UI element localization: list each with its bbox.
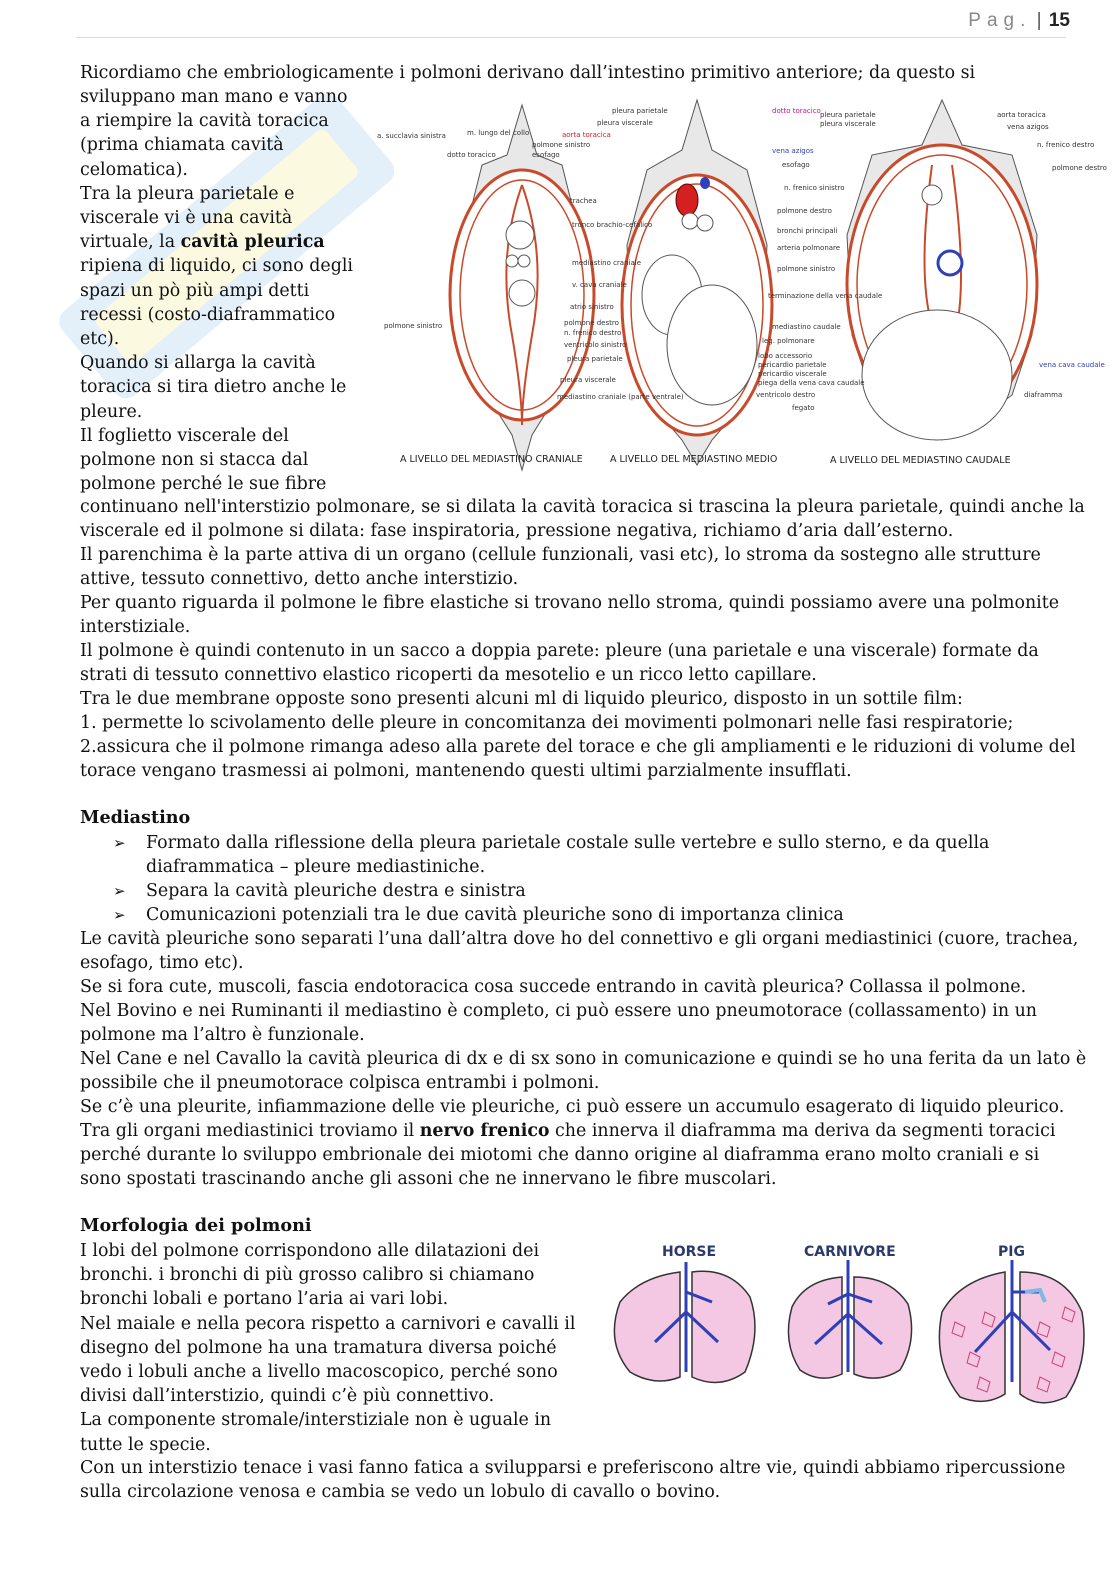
intro-wrap-line: etc).: [80, 329, 120, 350]
body-line: torace vengano trasmessi ai polmoni, mantenendo questi ultimi parzialmente insufflati.: [80, 761, 852, 781]
fig-label: n. frenico sinistro: [784, 184, 845, 192]
fig-label: polmone sinistro: [777, 265, 836, 273]
fig-label: piega della vena cava caudale: [758, 379, 865, 387]
fig-label: trachea: [570, 197, 597, 205]
bullet-text: diaframmatica – pleure mediastiniche.: [146, 857, 486, 877]
body-line: interstiziale.: [80, 617, 191, 637]
morfologia-line: divisi dall’interstizio, quindi c’è più connettivo.: [80, 1386, 495, 1407]
fig-label: esofago: [532, 151, 560, 159]
body-line: esofago, timo etc).: [80, 953, 244, 973]
body-line: 1. permette lo scivolamento delle pleure in concomitanza dei movimenti polmonari nelle fasi respiratorie;: [80, 713, 1014, 733]
fig-label: polmone destro: [564, 319, 619, 327]
intro-wrap-line: sviluppano man mano e vanno: [80, 87, 348, 107]
body-line: sulla circolazione venosa e cambia se vedo un lobulo di cavallo o bovino.: [80, 1482, 721, 1502]
section-cranial: [377, 105, 594, 470]
intro-wrap-line: Tra la pleura parietale e: [80, 183, 295, 204]
fig-caption: A LIVELLO DEL MEDIASTINO CAUDALE: [830, 455, 1011, 466]
intro-wrap-line: Il foglietto viscerale del: [80, 425, 289, 446]
fig-caption: A LIVELLO DEL MEDIASTINO CRANIALE: [400, 454, 583, 465]
morfologia-line: disegno del polmone ha una tramatura diversa poiché: [80, 1337, 557, 1358]
body-line: Per quanto riguarda il polmone le fibre elastiche si trovano nello stroma, quindi possiamo avere una polmonite: [80, 593, 1060, 613]
fig-label: n. frenico destro: [564, 329, 622, 337]
fig-label: fegato: [792, 404, 815, 412]
fig-label: vena azigos: [772, 147, 814, 155]
arrow-bullet-icon: ➢: [113, 882, 126, 900]
header-divider: [76, 37, 1066, 38]
morfologia-wrap-text: [80, 1239, 576, 1457]
fig-label: v. cava craniale: [572, 281, 627, 289]
fig-label: dotto toracico: [447, 151, 496, 159]
morfologia-line: bronchi lobali e portano l’aria ai vari lobi.: [80, 1289, 449, 1310]
fig-label: lobo accessorio: [758, 352, 813, 360]
morfologia-line: vedo i lobuli anche a livello macoscopico, perché sono: [80, 1362, 558, 1383]
fig-label: pericardio parietale: [758, 361, 827, 369]
body-line: sono spostati trascinando anche gli assoni che ne innervano le fibre muscolari.: [80, 1169, 777, 1189]
fig-label: tronco brachio-cefalico: [572, 221, 653, 229]
bullet-text: Formato dalla riflessione della pleura parietale costale sulle vertebre e sullo sterno, e da quella: [146, 833, 990, 853]
bullet-text: Comunicazioni potenziali tra le due cavità pleuriche sono di importanza clinica: [146, 905, 844, 925]
text-run: Tra gli organi mediastinici troviamo il: [80, 1121, 420, 1141]
fig-label: polmone destro: [777, 207, 832, 215]
mediastino-figure: [372, 95, 1108, 475]
intro-wrap-line: toracica si tira dietro anche le: [80, 377, 347, 398]
species-label-pig: PIG: [998, 1244, 1025, 1260]
intro-wrap-line: (prima chiamata cavità: [80, 135, 284, 156]
page-number: 15: [1048, 10, 1070, 31]
body-line: Le cavità pleuriche sono separati l’una dall’altra dove ho del connettivo e gli organi mediastinici (cuore, trachea,: [80, 929, 1079, 949]
fig-label: pleura parietale: [820, 111, 876, 119]
intro-wrap-line: polmone non si stacca dal: [80, 450, 309, 471]
intro-wrap-line: a riempire la cavità toracica: [80, 111, 329, 132]
section-heading-morfologia: Morfologia dei polmoni: [80, 1215, 312, 1236]
intro-wrap-line: viscerale vi è una cavità: [80, 208, 293, 229]
term-cavita-pleurica: cavità pleurica: [180, 232, 325, 253]
fig-label: polmone sinistro: [532, 141, 591, 149]
fig-label: vena azigos: [1007, 123, 1049, 131]
fig-label: aorta toracica: [562, 131, 611, 139]
fig-label: ventricolo sinistro: [564, 341, 627, 349]
fig-label: terminazione della vena caudale: [768, 292, 883, 300]
body-line: strati di tessuto connettivo elastico ricoperti da mesotelio e un ricco letto capillare.: [80, 665, 817, 685]
fig-label: polmone destro: [1052, 164, 1107, 172]
fig-label: bronchi principali: [777, 227, 838, 235]
pig-lung-drawing: [939, 1260, 1084, 1403]
page-separator: |: [1036, 10, 1042, 31]
body-line: Nel Cane e nel Cavallo la cavità pleurica di dx e di sx sono in comunicazione e quindi se ho una ferita da un lato è: [80, 1049, 1087, 1069]
arrow-bullet-icon: ➢: [113, 834, 126, 852]
section-heading-mediastino: Mediastino: [80, 807, 191, 828]
fig-label: leg. polmonare: [762, 337, 815, 345]
arrow-bullet-icon: ➢: [113, 906, 126, 924]
fig-label: pleura parietale: [612, 107, 668, 115]
body-line: possibile che il pneumotorace colpisca entrambi i polmoni.: [80, 1073, 600, 1093]
morfologia-line: bronchi. i bronchi di più grosso calibro si chiamano: [80, 1265, 535, 1286]
fig-label: diaframma: [1024, 391, 1063, 399]
body-line: polmone ma l’altro è funzionale.: [80, 1025, 365, 1045]
body-line-frenico: [80, 1119, 1055, 1143]
fig-label: pleura viscerale: [820, 120, 876, 128]
intro-wrap-line: pleure.: [80, 401, 143, 422]
intro-wrap-line: Quando si allarga la cavità: [80, 353, 316, 374]
lung-species-figure: [600, 1232, 1096, 1412]
body-line: perché durante lo sviluppo embrionale dei miotomi che danno origine al diaframma erano molto craniali e si: [80, 1145, 1040, 1165]
fig-label: esofago: [782, 161, 810, 169]
fig-label: m. lungo del collo: [467, 129, 530, 137]
body-line: Se si fora cute, muscoli, fascia endotoracica cosa succede entrando in cavità pleurica? Collassa il polmone.: [80, 977, 1027, 997]
fig-label: pericardio viscerale: [758, 370, 827, 378]
intro-wrap-line: celomatica).: [80, 159, 188, 180]
body-line: continuano nell'interstizio polmonare, se si dilata la cavità toracica si trascina la pleura parietale, quindi anche la: [80, 497, 1085, 517]
fig-label: a. succlavia sinistra: [377, 132, 446, 140]
fig-caption: A LIVELLO DEL MEDIASTINO MEDIO: [610, 454, 778, 465]
fig-label: ventricolo destro: [756, 391, 816, 399]
body-line: attive, tessuto connettivo, detto anche interstizio.: [80, 569, 519, 589]
fig-label: vena cava caudale: [1039, 361, 1105, 369]
fig-label: dotto toracico: [772, 107, 821, 115]
body-line: Nel Bovino e nei Ruminanti il mediastino è completo, ci può essere uno pneumotorace (collassamento) in un: [80, 1001, 1037, 1021]
fig-label: mediastino caudale: [772, 323, 841, 331]
morfologia-line: I lobi del polmone corrispondono alle dilatazioni dei: [80, 1241, 540, 1261]
body-line: viscerale ed il polmone si dilata: fase inspiratoria, pressione negativa, richiamo d’aria dall’esterno.: [80, 521, 954, 541]
fig-label: pleura viscerale: [560, 376, 616, 384]
horse-lung-drawing: [614, 1262, 755, 1382]
body-line: Il parenchima è la parte attiva di un organo (cellule funzionali, vasi etc), lo stroma da sostegno alle strutture: [80, 545, 1041, 565]
section-caudal: [756, 100, 1107, 440]
fig-label: arteria polmonare: [777, 244, 841, 252]
intro-wrap-line-pleurica: [80, 230, 355, 254]
morfologia-line: Nel maiale e nella pecora rispetto a carnivori e cavalli il: [80, 1313, 576, 1334]
intro-wrap-text: [80, 85, 355, 496]
fig-label: polmone sinistro: [384, 322, 443, 330]
carnivore-lung-drawing: [788, 1260, 911, 1378]
fig-label: mediastino craniale: [572, 259, 642, 267]
fig-label: pleura parietale: [567, 355, 623, 363]
text-run: virtuale, la: [80, 232, 181, 253]
species-label-horse: HORSE: [662, 1244, 717, 1260]
fig-label: pleura viscerale: [597, 119, 653, 127]
fig-label: aorta toracica: [997, 111, 1046, 119]
intro-wrap-line: spazi un pò più ampi detti: [80, 280, 310, 301]
intro-wrap-line: ripiena di liquido, ci sono degli: [80, 256, 353, 277]
species-label-carnivore: CARNIVORE: [804, 1244, 896, 1260]
body-line: Se c’è una pleurite, infiammazione delle vie pleuriche, ci può essere un accumulo esagerato di liquido pleurico.: [80, 1097, 1065, 1117]
page-header: [968, 10, 1070, 32]
page-label: Pag.: [968, 10, 1032, 31]
body-line: Tra le due membrane opposte sono presenti alcuni ml di liquido pleurico, disposto in un sottile film:: [80, 689, 963, 709]
body-line: Con un interstizio tenace i vasi fanno fatica a svilupparsi e preferiscono altre vie, quindi abbiamo ripercussione: [80, 1458, 1066, 1478]
morfologia-line: tutte le specie.: [80, 1434, 211, 1455]
fig-label: n. frenico destro: [1037, 141, 1095, 149]
body-line: 2.assicura che il polmone rimanga adeso alla parete del torace e che gli ampliamenti e le riduzioni di volume del: [80, 737, 1076, 757]
bullet-text: Separa la cavità pleuriche destra e sinistra: [146, 881, 526, 901]
body-line: Il polmone è quindi contenuto in un sacco a doppia parete: pleure (una parietale e una viscerale) formate da: [80, 641, 1039, 661]
term-nervo-frenico: nervo frenico: [419, 1121, 550, 1141]
fig-label: mediastino craniale (parte ventrale): [557, 393, 684, 401]
intro-line-1: Ricordiamo che embriologicamente i polmoni derivano dall’intestino primitivo anteriore; da questo si: [80, 63, 976, 83]
intro-wrap-line: recessi (costo-diaframmatico: [80, 304, 336, 325]
text-run: che innerva il diaframma ma deriva da segmenti toracici: [549, 1121, 1056, 1141]
morfologia-line: La componente stromale/interstiziale non è uguale in: [80, 1410, 552, 1431]
fig-label: atrio sinistro: [570, 303, 614, 311]
intro-wrap-line: polmone perché le sue fibre: [80, 474, 327, 495]
